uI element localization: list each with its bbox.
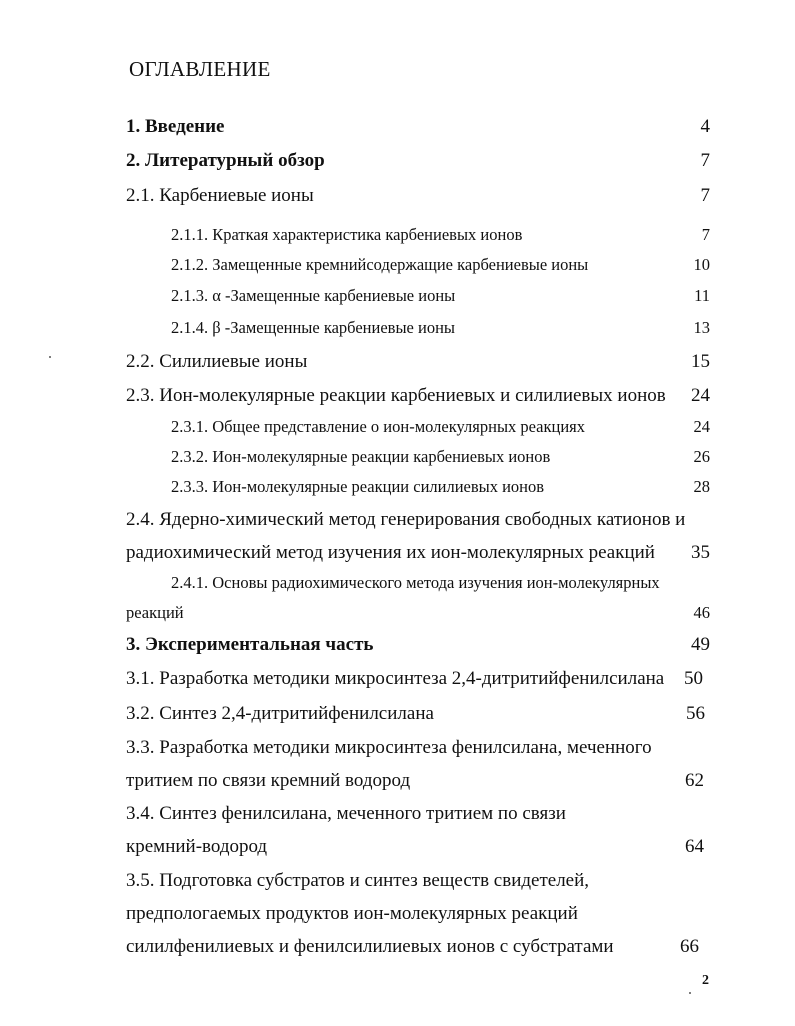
toc-entry-2-1-2-title: 2.1.2. Замещенные кремнийсодержащие карбениевые ионы (171, 255, 589, 274)
toc-entry-2-page: 7 (700, 150, 710, 171)
toc-entry-2-4-title: 2.4. Ядерно-химический метод генерирования свободных катионов и (126, 509, 686, 530)
toc-entry-2-1-3-title: 2.1.3. α -Замещенные карбениевые ионы (171, 286, 456, 305)
toc-entry-2-1-title: 2.1. Карбениевые ионы (126, 185, 314, 206)
toc-entry-2-1-1-page: 7 (701, 225, 710, 244)
toc-entry-2-4-1-page: 46 (693, 603, 710, 622)
toc-entry-2-2-page: 15 (691, 351, 710, 372)
toc-entry-1-page: 4 (700, 116, 710, 137)
toc-entry-2-2-title: 2.2. Силилиевые ионы (126, 351, 308, 372)
toc-entry-3-1-page: 50 (684, 668, 703, 689)
scan-speck (49, 356, 51, 358)
toc-entry-3-3-title: 3.3. Разработка методики микросинтеза фенилсилана, меченного (126, 737, 652, 758)
toc-entry-2-3-3-page: 28 (693, 477, 710, 496)
toc-entry-3-page: 49 (691, 634, 710, 655)
toc-entry-3-4-page: 64 (685, 836, 704, 857)
toc-entry-2-1-4-title: 2.1.4. β -Замещенные карбениевые ионы (171, 318, 455, 337)
toc-entry-3-3-title-cont: тритием по связи кремний водород (126, 770, 411, 791)
toc-entry-2-1-2-page: 10 (693, 255, 710, 274)
toc-entry-3-5-title-cont2: силилфенилиевых и фенилсилилиевых ионов с субстратами (126, 936, 614, 957)
toc-entry-2-3-1-page: 24 (693, 417, 710, 436)
toc-entry-2-3-2-page: 26 (693, 447, 710, 466)
page-number: 2 (702, 973, 709, 988)
toc-entry-2-4-page: 35 (691, 542, 710, 563)
scan-speck (689, 992, 691, 994)
toc-entry-3-2-page: 56 (686, 703, 705, 724)
toc-entry-3-1-title: 3.1. Разработка методики микросинтеза 2,4-дитритийфенилсилана (126, 668, 665, 689)
toc-entry-2-3-1-title: 2.3.1. Общее представление о ион-молекулярных реакциях (171, 417, 586, 436)
toc-entry-2-4-1-title-cont: реакций (126, 603, 184, 622)
toc-entry-3-5-title: 3.5. Подготовка субстратов и синтез веществ свидетелей, (126, 870, 590, 891)
toc-entry-2-3-2-title: 2.3.2. Ион-молекулярные реакции карбениевых ионов (171, 447, 551, 466)
toc-entry-2-title: 2. Литературный обзор (126, 150, 325, 171)
toc-entry-1-title: 1. Введение (126, 116, 225, 137)
toc-entry-2-1-page: 7 (700, 185, 710, 206)
toc-entry-3-4-title: 3.4. Синтез фенилсилана, меченного тритием по связи (126, 803, 566, 824)
toc-heading: ОГЛАВЛЕНИЕ (129, 57, 271, 81)
toc-entry-2-4-title-cont: радиохимический метод изучения их ион-молекулярных реакций (126, 542, 655, 563)
toc-entry-3-4-title-cont: кремний-водород (126, 836, 268, 857)
toc-entry-2-4-1-title: 2.4.1. Основы радиохимического метода изучения ион-молекулярных (171, 573, 660, 592)
toc-entry-3-3-page: 62 (685, 770, 704, 791)
toc-entry-2-1-3-page: 11 (694, 286, 710, 305)
toc-entry-2-3-page: 24 (691, 385, 710, 406)
toc-entry-3-5-page: 66 (680, 936, 699, 957)
toc-entry-2-3-title: 2.3. Ион-молекулярные реакции карбениевых и силилиевых ионов (126, 385, 666, 406)
toc-entry-3-title: 3. Экспериментальная часть (126, 634, 374, 655)
toc-entry-2-1-4-page: 13 (693, 318, 710, 337)
toc-entry-2-3-3-title: 2.3.3. Ион-молекулярные реакции силилиевых ионов (171, 477, 545, 496)
toc-entry-3-5-title-cont: предпологаемых продуктов ион-молекулярных реакций (126, 903, 578, 924)
toc-entry-3-2-title: 3.2. Синтез 2,4-дитритийфенилсилана (126, 703, 434, 724)
toc-entry-2-1-1-title: 2.1.1. Краткая характеристика карбениевых ионов (171, 225, 523, 244)
